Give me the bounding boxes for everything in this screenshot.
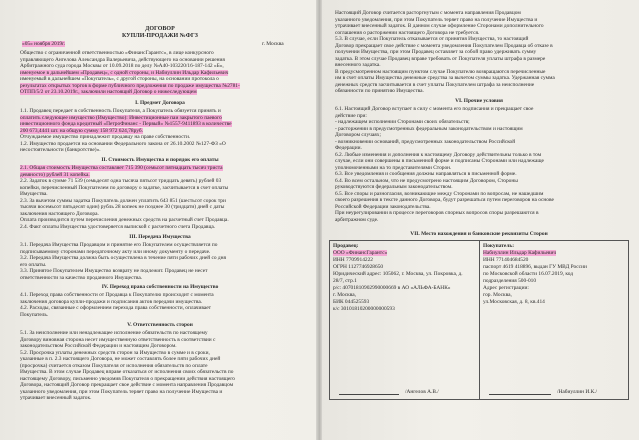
s4-line: 4.2. Расходы, связанные с оформлением перехода права собственности, оплачивает: [20, 305, 211, 311]
section-7-title: VII. Место нахождения и банковские реквизиты Сторон: [410, 231, 548, 237]
seller-requisites: [333, 250, 476, 313]
s3-line: его оплаты.: [20, 261, 47, 268]
s2-line: Оплата производится путем перечисления денежных средств на расчетный счет Продавца.: [20, 217, 229, 223]
contract-title: ДОГОВОР: [145, 26, 175, 32]
s6-line: Российской Федерации законодательства.: [335, 203, 431, 210]
s6-line: - расторжении в предусмотренных федеральным законодательством и настоящим: [335, 125, 523, 132]
s1-line: 1.2. Имущество продается на основании Федерального закона от 26.10.2002 №127-ФЗ «О: [20, 140, 226, 147]
buyer-requisites: [483, 250, 626, 306]
p1-line: задатка. В этом случае Продавец вправе требовать от Покупателя уплаты штрафа в размере: [335, 55, 546, 62]
section-2-title: II. Стоимость Имущества и порядок его оплаты: [101, 157, 219, 163]
s5-line: Договора, настоящий Договор прекращает свое действие с момента направления Продавцом: [20, 382, 234, 388]
s5-line: (просрочка) считается отказом Покупателя от исполнения обязательств по оплате: [20, 362, 208, 369]
s5-line: утрачивает внесенный задаток.: [20, 395, 92, 401]
s6-line: действие при:: [335, 112, 367, 119]
s6-line: 6.3. Все уведомления и сообщения должны направляться в письменной форме.: [335, 171, 517, 177]
buyer-line: паспорт 4619 418896, выдан ГУ МВД России: [483, 264, 587, 270]
s6-line: 6.4. Во всем остальном, что не предусмотрено настоящим Договором, Стороны: [335, 177, 518, 184]
intro-line: управляющего Ангелова Александра Валерьевича, действующего на основании решения: [20, 56, 225, 63]
s1-line: 200 673,4441 шт. на общую сумму 158 972 624,78руб.: [20, 127, 143, 134]
s3-line: 3.3. Принятое Покупателем Имущество возврату не подлежит. Продавец не несет: [20, 268, 208, 274]
contract-subtitle: КУПЛИ-ПРОДАЖИ №ФГЗ: [122, 33, 198, 39]
contract-city: г. Москва: [262, 41, 284, 47]
s6-line: уполномоченными на то представителями Сторон.: [335, 164, 452, 171]
seller-signature-line: [339, 394, 399, 395]
s2-line: девяносто) рублей 31 копейка.: [20, 171, 90, 178]
p1-line: 5.3. В случае, если Покупатель отказывается от принятия Имущества, то настоящий: [335, 36, 529, 42]
buyer-line: подразделения 500-010: [483, 278, 537, 284]
s4-line: 4.1. Переход права собственности от Продавца к Покупателю происходит с момента: [20, 292, 214, 298]
seller-line: к/с 30101810200000000593: [333, 306, 395, 312]
seller-line: ООО «ФинансГарантс»: [333, 250, 388, 256]
s5-line: Имущества. В этом случае Продавец вправе отказаться от исполнения своих обязательств по: [20, 369, 234, 375]
s2-line: заключения настоящего Договора.: [20, 210, 99, 217]
s6-line: 6.5. Все споры и разногласия, возникающие между Сторонами по вопросам, не нашедшим: [335, 190, 544, 197]
s2-line: тысячи восемьсот пятьдесят один) рубль 28 копеек не позднее 30 (тридцати) дней с даты: [20, 204, 225, 210]
section-5-title: V. Ответственность сторон: [127, 322, 193, 328]
seller-line: г. Москва,: [333, 292, 357, 298]
section-1-title: I. Предмет Договора: [135, 100, 185, 106]
p1-line: денежных средств засчитывается в счет уплаты Покупателем штрафа за неисполнение: [335, 81, 535, 88]
intro-paragraph: [20, 50, 310, 96]
s5-line: 5.2. Просрочка уплаты денежных средств сторон за Имущество в сумме и в сроки,: [20, 349, 210, 356]
seller-line: БИК 044525593: [333, 299, 370, 305]
seller-line: ИНН 7709914222: [333, 257, 373, 263]
intro-line: именуемый в дальнейшем «Покупатель», с другой стороны, на основании протокола о: [20, 76, 219, 82]
contract-page-right: [319, 0, 639, 440]
s3-line: ответственности за качество проданного Имущества.: [20, 274, 143, 281]
section-5-continued: [335, 10, 630, 95]
s5-line: указанные в п. 2.3 настоящего Договора, не может составлять более пяти рабочих дней: [20, 356, 221, 362]
buyer-line: ИНН 771404684520: [483, 257, 529, 263]
p1-line: утрачивает внесенный задаток. В данном случае оформление Сторонами дополнительного: [335, 23, 544, 29]
seller-line: Юридический адрес: 105062, г. Москва, ул. Покровка, д.: [333, 271, 463, 277]
s5-line: указанного уведомления, при этом Покупатель теряет право на получение Имущества и: [20, 388, 223, 395]
s6-line: Федерации.: [335, 145, 362, 151]
intro-line: ОТПП/5/2 от 23.10.2019г., заключили настоящий Договор о нижеследующем: [20, 89, 197, 95]
s6-line: руководствуются федеральным законодательством.: [335, 184, 453, 190]
s2-line: 2.2. Задаток в сумме 71 539 (семьдесят одна тысяча пятьсот тридцать девять) рублей 03: [20, 178, 222, 184]
buyer-line: Набиуллин Ильдар Кафильевич: [483, 250, 557, 256]
section-6-text: [335, 106, 630, 223]
s6-line: арбитражном суде.: [335, 216, 379, 223]
s2-line: 2.1. Общая стоимость Имущества составляет 715 390 (семьсот пятнадцать тысяч триста: [20, 165, 223, 171]
s1-line: 1.1. Продавец передает в собственность Покупателя, а Покупатель обязуется принять и: [20, 108, 221, 114]
section-3-title: III. Передача Имущества: [129, 234, 191, 240]
p1-line: внесенного задатка.: [335, 62, 381, 68]
section-6-title: VI. Прочие условия: [455, 98, 503, 104]
s3-line: подписываемому сторонами передаточному акту или иному документу о передаче.: [20, 248, 211, 255]
section-2-text: [20, 165, 310, 230]
s6-line: Договором случаях;: [335, 132, 381, 138]
buyer-line: гор. Москва,: [483, 292, 512, 298]
intro-line: Общество с ограниченной ответственностью «ФинансГарантс», в лице конкурсного: [20, 50, 214, 56]
s6-line: - возникновении оснований, предусмотренных законодательством Российской: [335, 138, 516, 145]
p1-line: получении Имущества, при этом Продавец оставляет за собой право удерживать сумму: [335, 49, 537, 55]
intro-line: именуемое в дальнейшем «Продавец», с одной стороны, и Набиуллин Ильдар Кафильевич: [20, 69, 229, 76]
s4-line: заключения договора купли-продажи и подписания актов передачи имущества.: [20, 298, 203, 305]
seller-line: 28/7, стр.1: [333, 278, 357, 284]
s1-line: инвестиционного фонда кредитный «ПетроФинанс - Первый» №1557-9411893 в количестве: [20, 121, 232, 127]
seller-line: ОГРН 1127746928650: [333, 264, 384, 270]
seller-line: р/с: 40701810902990000669 в АО «АЛЬФА-БАНК»: [333, 285, 451, 291]
s5-line: 5.1. За неисполнение или ненадлежащее исполнение обязательств по настоящему: [20, 330, 208, 336]
buyer-heading: Покупатель:: [483, 243, 514, 249]
p1-line: обязанности по принятию Имущества.: [335, 88, 424, 94]
section-1-text: [20, 108, 310, 154]
s2-line: 2.3. За вычетом суммы задатка Покупатель должен уплатить 643 851 (шестьсот сорок три: [20, 197, 226, 204]
s6-line: 6.2. Любые изменения и дополнения к настоящему Договору действительны только в том: [335, 151, 542, 158]
s6-line: 6.1. Настоящий Договор вступает в силу с момента его подписания и прекращает свое: [335, 106, 534, 112]
section-4-text: [20, 292, 310, 318]
p1-line: соглашения о расторжении настоящего Договора не требуется.: [335, 29, 480, 36]
seller-signature-name: /Ангелов А.В./: [405, 389, 439, 395]
page-fold-shadow: [316, 0, 322, 440]
p1-line: им в счет оплаты Имущества денежные средства за вычетом суммы задатка. Удержанная сумма: [335, 75, 555, 81]
s4-line: Покупатель.: [20, 311, 49, 318]
buyer-line: ул.Московская, д. 8, кв.414: [483, 299, 545, 305]
p1-line: В предусмотренном настоящим пунктом случае Покупателю возвращаются перечисленные: [335, 68, 546, 75]
seller-heading: Продавец:: [333, 243, 359, 249]
s6-line: - надлежащем исполнении Сторонами своих обязательств;: [335, 119, 470, 125]
s2-line: Имущества.: [20, 191, 48, 197]
s6-line: При неурегулировании в процессе переговоров спорных вопросов споры разрешаются в: [335, 210, 539, 216]
s2-line: 2.4. Факт оплаты Имущества удостоверяется выпиской с расчетного счета Продавца.: [20, 223, 216, 230]
s1-line: несостоятельности (банкротстве)».: [20, 147, 101, 153]
p1-line: указанного уведомления, при этом Покупатель теряет право на получение Имущества и: [335, 16, 538, 23]
s1-line: Отчуждаемое имущество принадлежит продавцу на праве собственности.: [20, 134, 191, 140]
s1-line: оплатить следующее имущество (Имущество): Инвестиционные паи закрытого паевого: [20, 114, 222, 121]
buyer-signature-line: [489, 394, 551, 395]
s3-line: 3.1. Передача Имущества Продавцом и принятие его Покупателем осуществляется по: [20, 242, 218, 248]
s6-line: случае, если они совершены в письменной форме и подписаны Сторонами или надлежаще: [335, 158, 544, 164]
s3-line: 3.2. Передача Имущества должна быть осуществлена в течение пяти рабочих дней со дня: [20, 255, 227, 261]
intro-line: Арбитражного суда города Москвы от 10.09.2018 по делу №А40-103220/16-187-142 «Б»,: [20, 63, 224, 69]
contract-date: «05» ноября 2019г.: [22, 41, 66, 47]
buyer-signature-name: /Набиуллин И.К./: [557, 389, 598, 395]
buyer-line: Адрес регистрации:: [483, 285, 529, 291]
p1-line: Договор прекращает свое действие с момента уведомления Покупателем Продавца об отказе в: [335, 42, 553, 49]
s6-line: своего разрешения в тексте данного Договора, будут разрешаться путем переговоров на основе: [335, 197, 554, 203]
intro-line: результатах открытых торгов в форме публичного предложения по продаже имущества №2781-: [20, 82, 240, 89]
requisites-divider: [479, 240, 480, 400]
buyer-line: по Московской области 16.07.2019, код: [483, 271, 573, 277]
section-4-title: IV. Переход права собственности на Имущество: [101, 284, 219, 290]
s5-line: настоящему Договору, письменно уведомив Покупателя о прекращении действия настоящего: [20, 375, 236, 382]
section-5-text: [20, 330, 310, 402]
s5-line: законодательством Российской Федерации и настоящим Договором.: [20, 343, 177, 349]
s5-line: Договору виновная сторона несет имущественную ответственность в соответствии с: [20, 336, 216, 343]
s2-line: копейки, перечисленный Покупателем по договору о задатке, засчитывается в счет оплаты: [20, 184, 229, 191]
section-3-text: [20, 242, 310, 281]
p1-line: Настоящий Договор считается расторгнутым с момента направления Продавцом: [335, 10, 521, 16]
